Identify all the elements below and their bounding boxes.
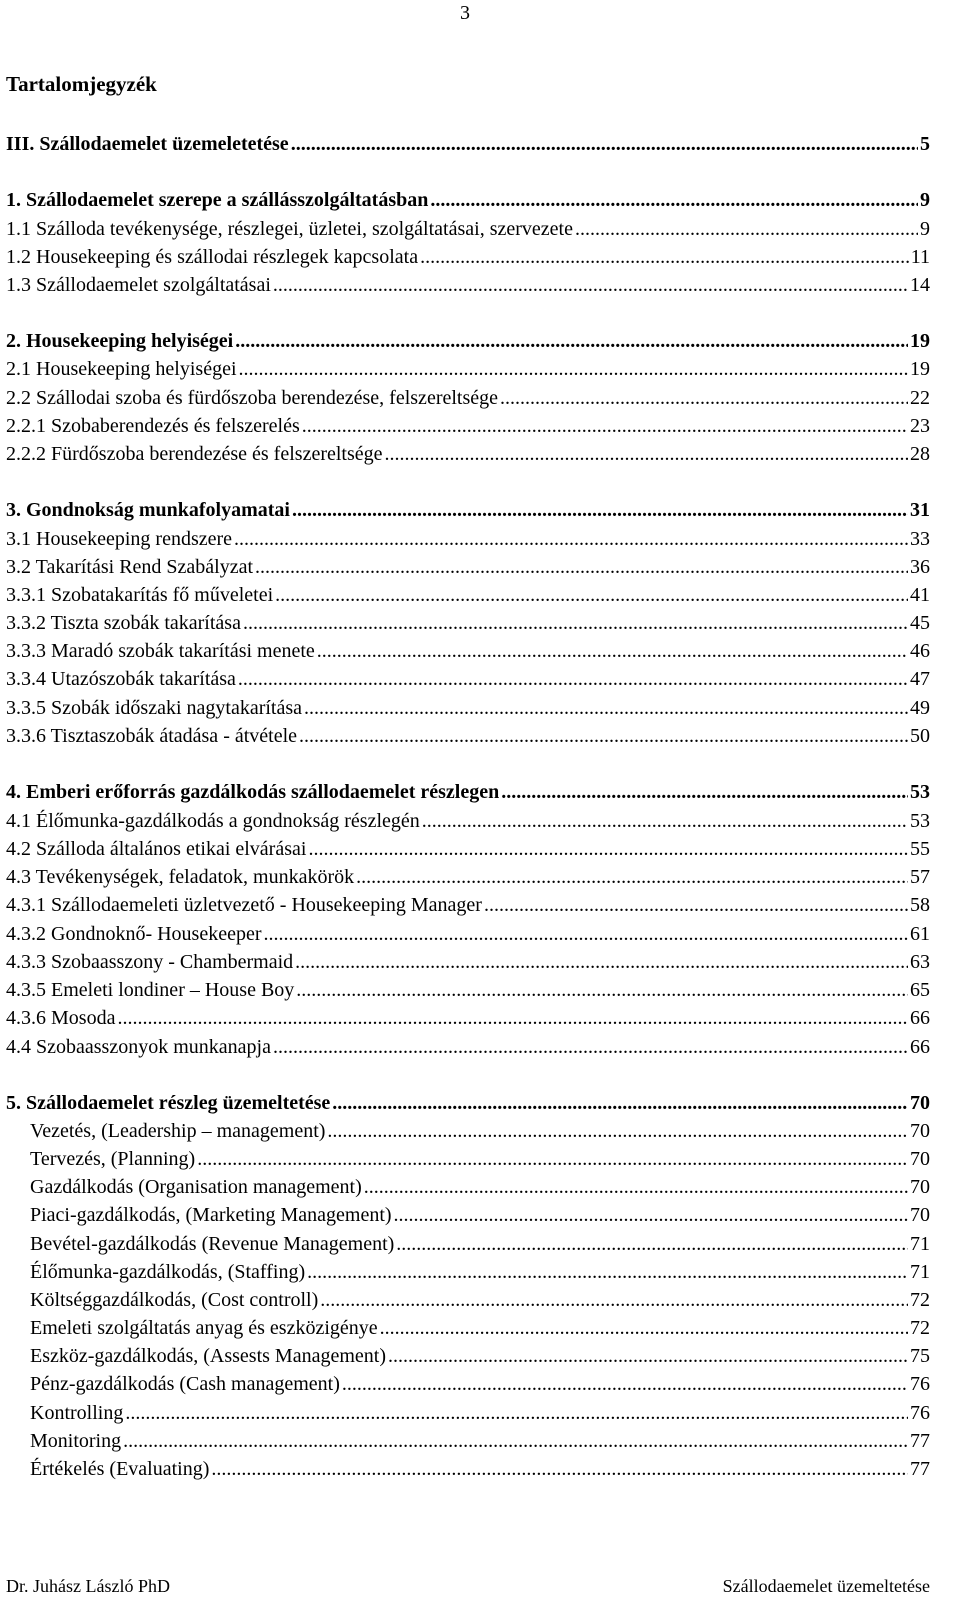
toc-entry-label: 1.2 Housekeeping és szállodai részlegek kapcsolata: [6, 246, 419, 268]
toc-entry-page: 65: [910, 979, 930, 1001]
toc-entry[interactable]: [6, 836, 930, 862]
toc-entry-page: 71: [910, 1261, 930, 1283]
toc-entry[interactable]: [6, 1034, 930, 1060]
toc-entry-label: 3.3.4 Utazószobák takarítása: [6, 668, 236, 690]
toc-entry[interactable]: [6, 808, 930, 834]
toc-entry[interactable]: [6, 187, 930, 213]
toc-dot-leader: [273, 272, 908, 298]
toc-entry-page: 70: [910, 1092, 930, 1114]
toc-dot-leader: [275, 582, 908, 608]
toc-dot-leader: [125, 1400, 908, 1426]
toc-entry-page: 77: [910, 1458, 930, 1480]
toc-dot-leader: [235, 328, 908, 354]
toc-dot-leader: [308, 836, 908, 862]
toc-entry[interactable]: [6, 1090, 930, 1116]
toc-entry-page: 61: [910, 923, 930, 945]
toc-entry[interactable]: [6, 779, 930, 805]
toc-entry-label: 3.3.1 Szobatakarítás fő műveletei: [6, 584, 274, 606]
toc-entry-label: Bevétel-gazdálkodás (Revenue Management): [30, 1233, 395, 1255]
toc-dot-leader: [234, 526, 908, 552]
toc-entry-page: 70: [910, 1204, 930, 1226]
toc-entry-label: 2.2 Szállodai szoba és fürdőszoba berendezése, felszereltsége: [6, 387, 499, 409]
toc-dot-leader: [299, 723, 908, 749]
toc-entry-label: III. Szállodaemelet üzemeletetése: [6, 133, 289, 155]
toc-entry-label: 3.3.3 Maradó szobák takarítási menete: [6, 640, 315, 662]
toc-entry-page: 76: [910, 1373, 930, 1395]
toc-dot-leader: [296, 977, 908, 1003]
toc-dot-leader: [380, 1315, 908, 1341]
toc-entry-page: 71: [910, 1233, 930, 1255]
toc-entry-label: 4.3.5 Emeleti londiner – House Boy: [6, 979, 295, 1001]
toc-entry[interactable]: [30, 1371, 930, 1397]
toc-entry-page: 70: [910, 1120, 930, 1142]
toc-dot-leader: [342, 1371, 908, 1397]
toc-dot-leader: [501, 779, 908, 805]
toc-entry[interactable]: [6, 356, 930, 382]
toc-dot-leader: [388, 1343, 908, 1369]
toc-entry-label: Gazdálkodás (Organisation management): [30, 1176, 362, 1198]
toc-entry[interactable]: [6, 582, 930, 608]
toc-entry-page: 53: [910, 781, 930, 803]
toc-entry-label: Értékelés (Evaluating): [30, 1458, 210, 1480]
toc-entry-label: 4.3 Tevékenységek, feladatok, munkakörök: [6, 866, 355, 888]
toc-entry-page: 70: [910, 1176, 930, 1198]
page-number: 3: [460, 2, 470, 24]
toc-entry[interactable]: [30, 1174, 930, 1200]
toc-dot-leader: [396, 1231, 908, 1257]
toc-entry-label: 2. Housekeeping helyiségei: [6, 330, 234, 352]
toc-entry[interactable]: [6, 1005, 930, 1031]
toc-entry-page: 66: [910, 1036, 930, 1058]
toc-entry[interactable]: [6, 554, 930, 580]
toc-entry-label: Vezetés, (Leadership – management): [30, 1120, 326, 1142]
toc-entry[interactable]: [6, 441, 930, 467]
toc-dot-leader: [364, 1174, 908, 1200]
toc-dot-leader: [500, 385, 908, 411]
toc-entry-page: 19: [910, 358, 930, 380]
toc-entry-page: 9: [920, 218, 930, 240]
toc-entry-label: 2.2.2 Fürdőszoba berendezése és felszereltsége: [6, 443, 383, 465]
toc-entry[interactable]: [30, 1400, 930, 1426]
toc-dot-leader: [302, 413, 908, 439]
toc-entry-label: 3.3.5 Szobák időszaki nagytakarítása: [6, 697, 303, 719]
toc-dot-leader: [239, 356, 909, 382]
toc-entry[interactable]: [6, 695, 930, 721]
toc-entry[interactable]: [30, 1259, 930, 1285]
toc-entry-page: 58: [910, 894, 930, 916]
toc-entry[interactable]: [30, 1231, 930, 1257]
toc-entry-page: 55: [910, 838, 930, 860]
toc-entry[interactable]: [30, 1456, 930, 1482]
toc-entry-label: Eszköz-gazdálkodás, (Assests Management): [30, 1345, 386, 1367]
toc-entry-page: 19: [910, 330, 930, 352]
toc-entry[interactable]: [30, 1146, 930, 1172]
toc-dot-leader: [197, 1146, 908, 1172]
toc-entry-page: 77: [910, 1430, 930, 1452]
toc-entry[interactable]: [6, 526, 930, 552]
toc-entry[interactable]: [6, 864, 930, 890]
toc-entry-label: 4.3.2 Gondnoknő- Housekeeper: [6, 923, 262, 945]
toc-entry-label: 4.3.1 Szállodaemeleti üzletvezető - Housekeeping Manager: [6, 894, 482, 916]
toc-dot-leader: [394, 1202, 908, 1228]
toc-entry[interactable]: [6, 723, 930, 749]
toc-entry[interactable]: [6, 892, 930, 918]
toc-entry-label: Pénz-gazdálkodás (Cash management): [30, 1373, 340, 1395]
toc-entry-page: 14: [910, 274, 930, 296]
toc-entry-label: 4.3.6 Mosoda: [6, 1007, 116, 1029]
toc-entry[interactable]: [6, 244, 930, 270]
toc-entry[interactable]: [6, 666, 930, 692]
toc-entry-page: 49: [910, 697, 930, 719]
toc-entry-label: 4.4 Szobaasszonyok munkanapja: [6, 1036, 271, 1058]
toc-dot-leader: [430, 187, 918, 213]
toc-entry-label: 4.1 Élőmunka-gazdálkodás a gondnokság részlegén: [6, 810, 420, 832]
toc-entry-page: 72: [910, 1317, 930, 1339]
toc-dot-leader: [575, 216, 918, 242]
toc-entry-page: 46: [910, 640, 930, 662]
toc-title: Tartalomjegyzék: [6, 72, 157, 96]
toc-entry-label: 5. Szállodaemelet részleg üzemeltetése: [6, 1092, 331, 1114]
toc-dot-leader: [320, 1287, 908, 1313]
toc-dot-leader: [484, 892, 908, 918]
toc-dot-leader: [292, 497, 908, 523]
toc-entry-page: 47: [910, 668, 930, 690]
toc-entry-label: 3.1 Housekeeping rendszere: [6, 528, 233, 550]
toc-entry-page: 41: [910, 584, 930, 606]
toc-entry-label: 3.2 Takarítási Rend Szabályzat: [6, 556, 254, 578]
toc-entry-label: Emeleti szolgáltatás anyag és eszközigénye: [30, 1317, 378, 1339]
toc-entry[interactable]: [6, 949, 930, 975]
toc-entry-page: 31: [910, 499, 930, 521]
toc-dot-leader: [243, 610, 908, 636]
toc-entry[interactable]: [6, 385, 930, 411]
toc-entry-label: 4. Emberi erőforrás gazdálkodás szállodaemelet részlegen: [6, 781, 500, 803]
toc-entry-page: 36: [910, 556, 930, 578]
toc-entry[interactable]: [6, 328, 930, 354]
toc-entry-page: 66: [910, 1007, 930, 1029]
toc-entry[interactable]: [6, 977, 930, 1003]
toc-entry-label: 1.3 Szállodaemelet szolgáltatásai: [6, 274, 271, 296]
toc-entry[interactable]: [30, 1287, 930, 1313]
toc-entry-label: Élőmunka-gazdálkodás, (Staffing): [30, 1261, 306, 1283]
toc-entry-page: 45: [910, 612, 930, 634]
toc-dot-leader: [238, 666, 908, 692]
toc-entry[interactable]: [6, 413, 930, 439]
toc-entry[interactable]: [30, 1118, 930, 1144]
toc-entry-page: 53: [910, 810, 930, 832]
toc-dot-leader: [295, 949, 908, 975]
toc-entry-label: 4.3.3 Szobaasszony - Chambermaid: [6, 951, 294, 973]
toc-entry-label: 4.2 Szálloda általános etikai elvárásai: [6, 838, 307, 860]
toc-entry-page: 63: [910, 951, 930, 973]
toc-entry-label: 2.1 Housekeeping helyiségei: [6, 358, 237, 380]
toc-dot-leader: [291, 131, 918, 157]
toc-entry[interactable]: [6, 497, 930, 523]
toc-entry-label: Kontrolling: [30, 1402, 124, 1424]
toc-entry-label: 2.2.1 Szobaberendezés és felszerelés: [6, 415, 300, 437]
toc-entry-page: 11: [910, 246, 930, 268]
toc-entry[interactable]: [6, 610, 930, 636]
toc-dot-leader: [304, 695, 908, 721]
toc-entry-page: 76: [910, 1402, 930, 1424]
toc-entry-label: 3. Gondnokság munkafolyamatai: [6, 499, 290, 521]
toc-dot-leader: [356, 864, 908, 890]
toc-entry-page: 72: [910, 1289, 930, 1311]
toc-dot-leader: [211, 1456, 908, 1482]
toc-entry[interactable]: [6, 921, 930, 947]
toc-entry[interactable]: [30, 1315, 930, 1341]
toc-entry[interactable]: [6, 272, 930, 298]
toc-entry-page: 57: [910, 866, 930, 888]
toc-entry-page: 23: [910, 415, 930, 437]
toc-entry[interactable]: [30, 1202, 930, 1228]
toc-dot-leader: [307, 1259, 908, 1285]
toc-entry-label: 3.3.2 Tiszta szobák takarítása: [6, 612, 241, 634]
toc-entry[interactable]: [30, 1428, 930, 1454]
toc-entry[interactable]: [6, 216, 930, 242]
toc-dot-leader: [123, 1428, 908, 1454]
toc-dot-leader: [264, 921, 909, 947]
toc-entry-page: 75: [910, 1345, 930, 1367]
toc-entry-page: 33: [910, 528, 930, 550]
toc-entry-page: 9: [920, 189, 930, 211]
toc-entry[interactable]: [6, 638, 930, 664]
toc-dot-leader: [273, 1034, 908, 1060]
toc-entry-label: 1. Szállodaemelet szerepe a szállásszolgáltatásban: [6, 189, 429, 211]
toc-entry-label: Költséggazdálkodás, (Cost controll): [30, 1289, 319, 1311]
footer-author: Dr. Juhász László PhD: [6, 1576, 170, 1596]
toc-entry[interactable]: [30, 1343, 930, 1369]
footer-title: Szállodaemelet üzemeltetése: [722, 1576, 930, 1596]
toc-entry-label: 1.1 Szálloda tevékenysége, részlegei, üzletei, szolgáltatásai, szervezete: [6, 218, 573, 240]
toc-dot-leader: [332, 1090, 908, 1116]
toc-dot-leader: [420, 244, 909, 270]
toc-dot-leader: [327, 1118, 908, 1144]
toc-dot-leader: [117, 1005, 908, 1031]
toc-entry-label: Piaci-gazdálkodás, (Marketing Management): [30, 1204, 392, 1226]
toc-entry-label: Tervezés, (Planning): [30, 1148, 196, 1170]
toc-dot-leader: [317, 638, 908, 664]
toc-entry-label: 3.3.6 Tisztaszobák átadása - átvétele: [6, 725, 298, 747]
page-footer: [6, 1576, 930, 1597]
toc-entry-page: 28: [910, 443, 930, 465]
toc-entry-page: 70: [910, 1148, 930, 1170]
toc-entry-page: 22: [910, 387, 930, 409]
toc-entry-page: 50: [910, 725, 930, 747]
toc-entry[interactable]: [6, 131, 930, 157]
toc-dot-leader: [422, 808, 908, 834]
toc-entry-page: 5: [920, 133, 930, 155]
toc-dot-leader: [255, 554, 908, 580]
toc-dot-leader: [385, 441, 908, 467]
toc-entry-label: Monitoring: [30, 1430, 122, 1452]
